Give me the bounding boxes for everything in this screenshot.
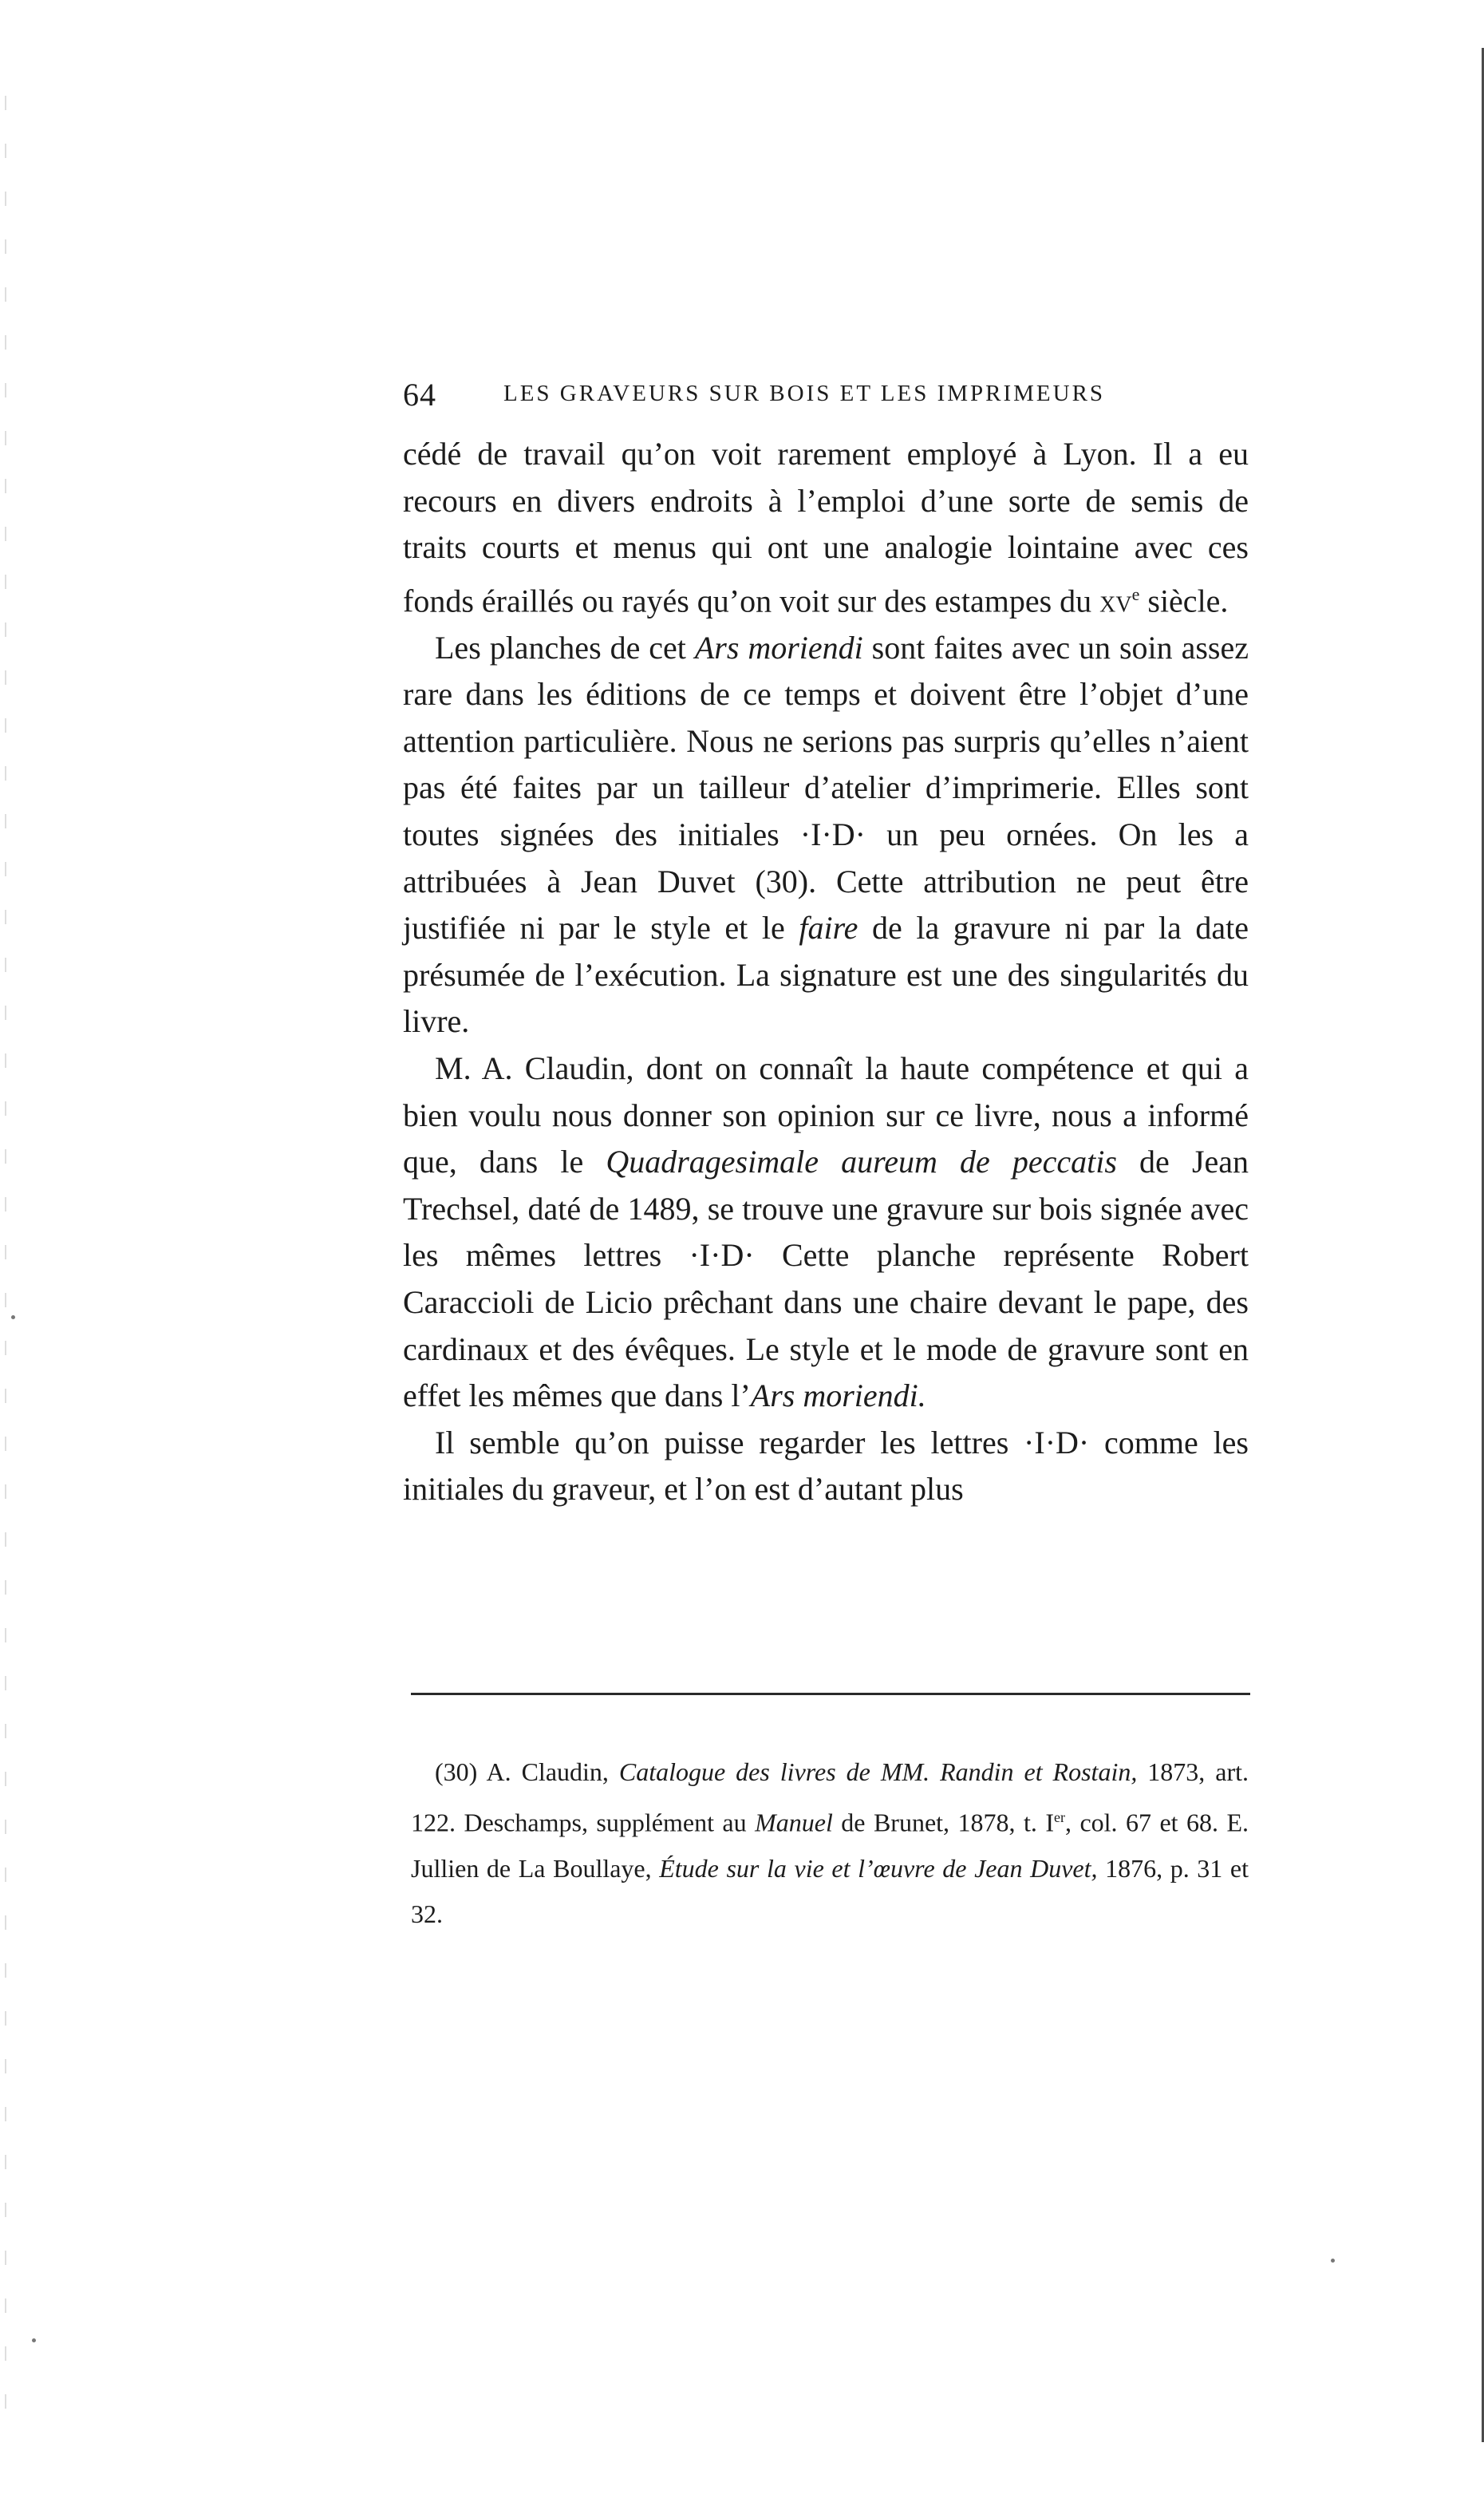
paragraph-2: Les planches de cet Ars moriendi sont faites avec un soin assez rare dans les éditions de ce temps et doivent être l’objet d’une attention particulière. Nous ne serions pas surpris qu’elles n’aient pas été faites par un tailleur d’atelier d’imprimerie. Elles sont toutes signées des initiales ·I·D· un peu ornées. On les a attribuées à Jean Duvet (30). Cette attribution ne peut être justifiée ni par le style et le faire de la gravure ni par la date présumée de l’exécution. La signature est une des singularités du livre. <box>403 629 1249 1040</box>
paragraph-4: Il semble qu’on puisse regarder les lettres ·I·D· comme les initiales du graveur, et l’on est d’autant plus <box>403 1424 1249 1508</box>
ars-moriendi-title-2: Ars moriendi. <box>750 1377 926 1414</box>
paragraph-1: cédé de travail qu’on voit rarement employé à Lyon. Il a eu recours en divers endroits à l’emploi d’une sorte de semis de traits courts et menus qui ont une analogie lointaine avec ces fonds éraillés ou rayés qu’on voit sur des estampes du $xv^e$ siècle. <box>403 436 1249 619</box>
scan-speck <box>32 2338 36 2342</box>
catalogue-title: Catalogue des livres de MM. Randin et Rostain, <box>618 1757 1138 1786</box>
ars-moriendi-title: Ars moriendi <box>694 629 863 666</box>
scan-speck <box>1331 2259 1335 2263</box>
paragraph-3: M. A. Claudin, dont on connaît la haute compétence et qui a bien voulu nous donner son opinion sur ce livre, nous a informé que, dans le Quadragesimale aureum de peccatis de Jean Trechsel, daté de 1489, se trouve une gravure sur bois signée avec les mêmes lettres ·I·D· Cette planche représente Robert Caraccioli de Licio prêchant dans une chaire devant le pape, des cardinaux et des évêques. Le style et le mode de gravure sont en effet les mêmes que dans l’Ars moriendi. <box>403 1050 1249 1414</box>
page-number: 64 <box>403 377 436 413</box>
century-numeral: xv <box>1099 583 1132 619</box>
footnote-30: (30) A. Claudin, Catalogue des livres de MM. Randin et Rostain, 1873, art. 122. Deschamps, supplément au Manuel de Brunet, 1878, t. Ier, col. 67 et 68. E. Jullien de La Boullaye, Étude sur la vie et l’œuvre de Jean Duvet, 1876, p. 31 et 32. <box>411 1757 1249 1928</box>
running-head <box>403 371 1269 419</box>
faire-term: faire <box>799 910 858 947</box>
scan-left-edge <box>5 96 6 2410</box>
etude-title: Étude sur la vie et l’œuvre de Jean Duvet, <box>659 1853 1098 1883</box>
body-text <box>403 431 1249 1513</box>
manuel-title: Manuel <box>755 1808 833 1837</box>
scan-speck <box>11 1315 15 1319</box>
footnote-rule <box>411 1693 1250 1695</box>
quadragesimale-title: Quadragesimale aureum de peccatis <box>606 1144 1117 1180</box>
running-head-title: LES GRAVEURS SUR BOIS ET LES IMPRIMEURS <box>503 381 1106 406</box>
